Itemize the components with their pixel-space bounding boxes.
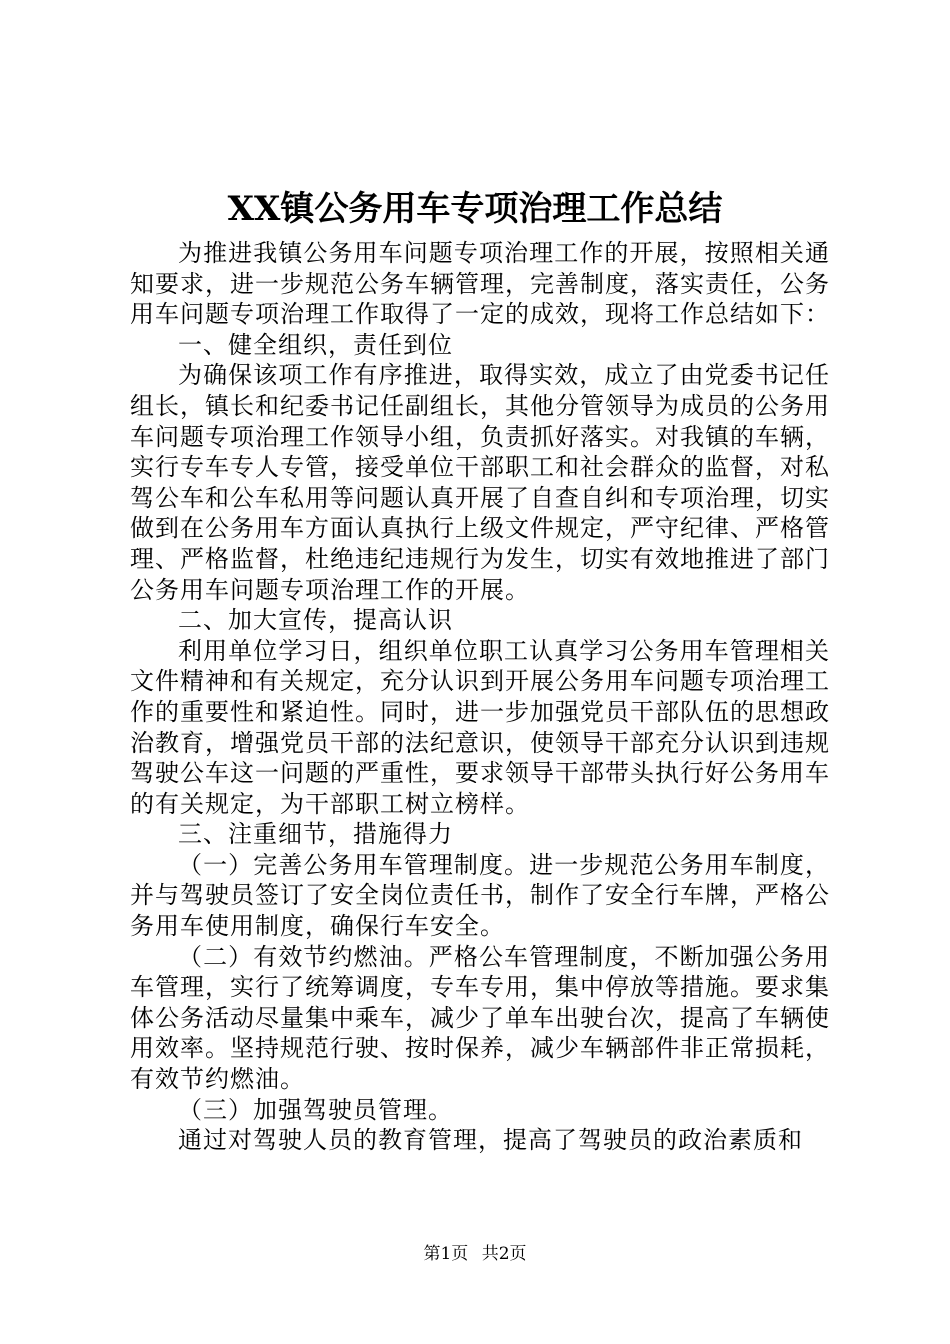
section-1-paragraph: 为确保该项工作有序推进，取得实效，成立了由党委书记任组长，镇长和纪委书记任副组长，其他分管领导为成员的公务用车问题专项治理工作领导小组，负责抓好落实。对我镇的车辆，实行专车专人专管，接受单位干部职工和社会群众的监督，对私驾公车和公车私用等问题认真开展了自查自纠和专项治理，切实做到在公务用车方面认真执行上级文件规定，严守纪律、严格管理、严格监督，杜绝违纪违规行为发生，切实有效地推进了部门公务用车问题专项治理工作的开展。	[130, 361, 830, 604]
page-number-total: 共2页	[481, 1244, 527, 1264]
section-heading-3: 三、注重细节，措施得力	[178, 820, 453, 849]
page-number-current: 第1页	[423, 1244, 469, 1264]
section-heading-1: 一、健全组织，责任到位	[178, 330, 453, 359]
section-2-paragraph: 利用单位学习日，组织单位职工认真学习公务用车管理相关文件精神和有关规定，充分认识到开展公务用车问题专项治理工作的重要性和紧迫性。同时，进一步加强党员干部队伍的思想政治教育，增强党员干部的法纪意识，使领导干部充分认识到违规驾驶公车这一问题的严重性，要求领导干部带头执行好公务用车的有关规定，为干部职工树立榜样。	[130, 636, 830, 818]
subsection-2-paragraph: （二）有效节约燃油。严格公车管理制度，不断加强公务用车管理，实行了统筹调度，专车专用，集中停放等措施。要求集体公务活动尽量集中乘车，减少了单车出驶台次，提高了车辆使用效率。坚持规范行驶、按时保养，减少车辆部件非正常损耗，有效节约燃油。	[130, 942, 830, 1094]
subsection-3-paragraph: 通过对驾驶人员的教育管理，提高了驾驶员的政治素质和	[178, 1126, 803, 1155]
subsection-3-heading: （三）加强驾驶员管理。	[178, 1095, 453, 1124]
document-body	[130, 238, 830, 1156]
document-title: XX镇公务用车专项治理工作总结	[227, 189, 723, 229]
subsection-1-paragraph: （一）完善公务用车管理制度。进一步规范公务用车制度，并与驾驶员签订了安全岗位责任书，制作了安全行车牌，严格公务用车使用制度，确保行车安全。	[130, 850, 830, 941]
page-footer	[0, 1242, 950, 1266]
section-heading-2: 二、加大宣传，提高认识	[178, 606, 453, 635]
intro-paragraph: 为推进我镇公务用车问题专项治理工作的开展，按照相关通知要求，进一步规范公务车辆管理，完善制度，落实责任，公务用车问题专项治理工作取得了一定的成效，现将工作总结如下：	[130, 239, 830, 329]
